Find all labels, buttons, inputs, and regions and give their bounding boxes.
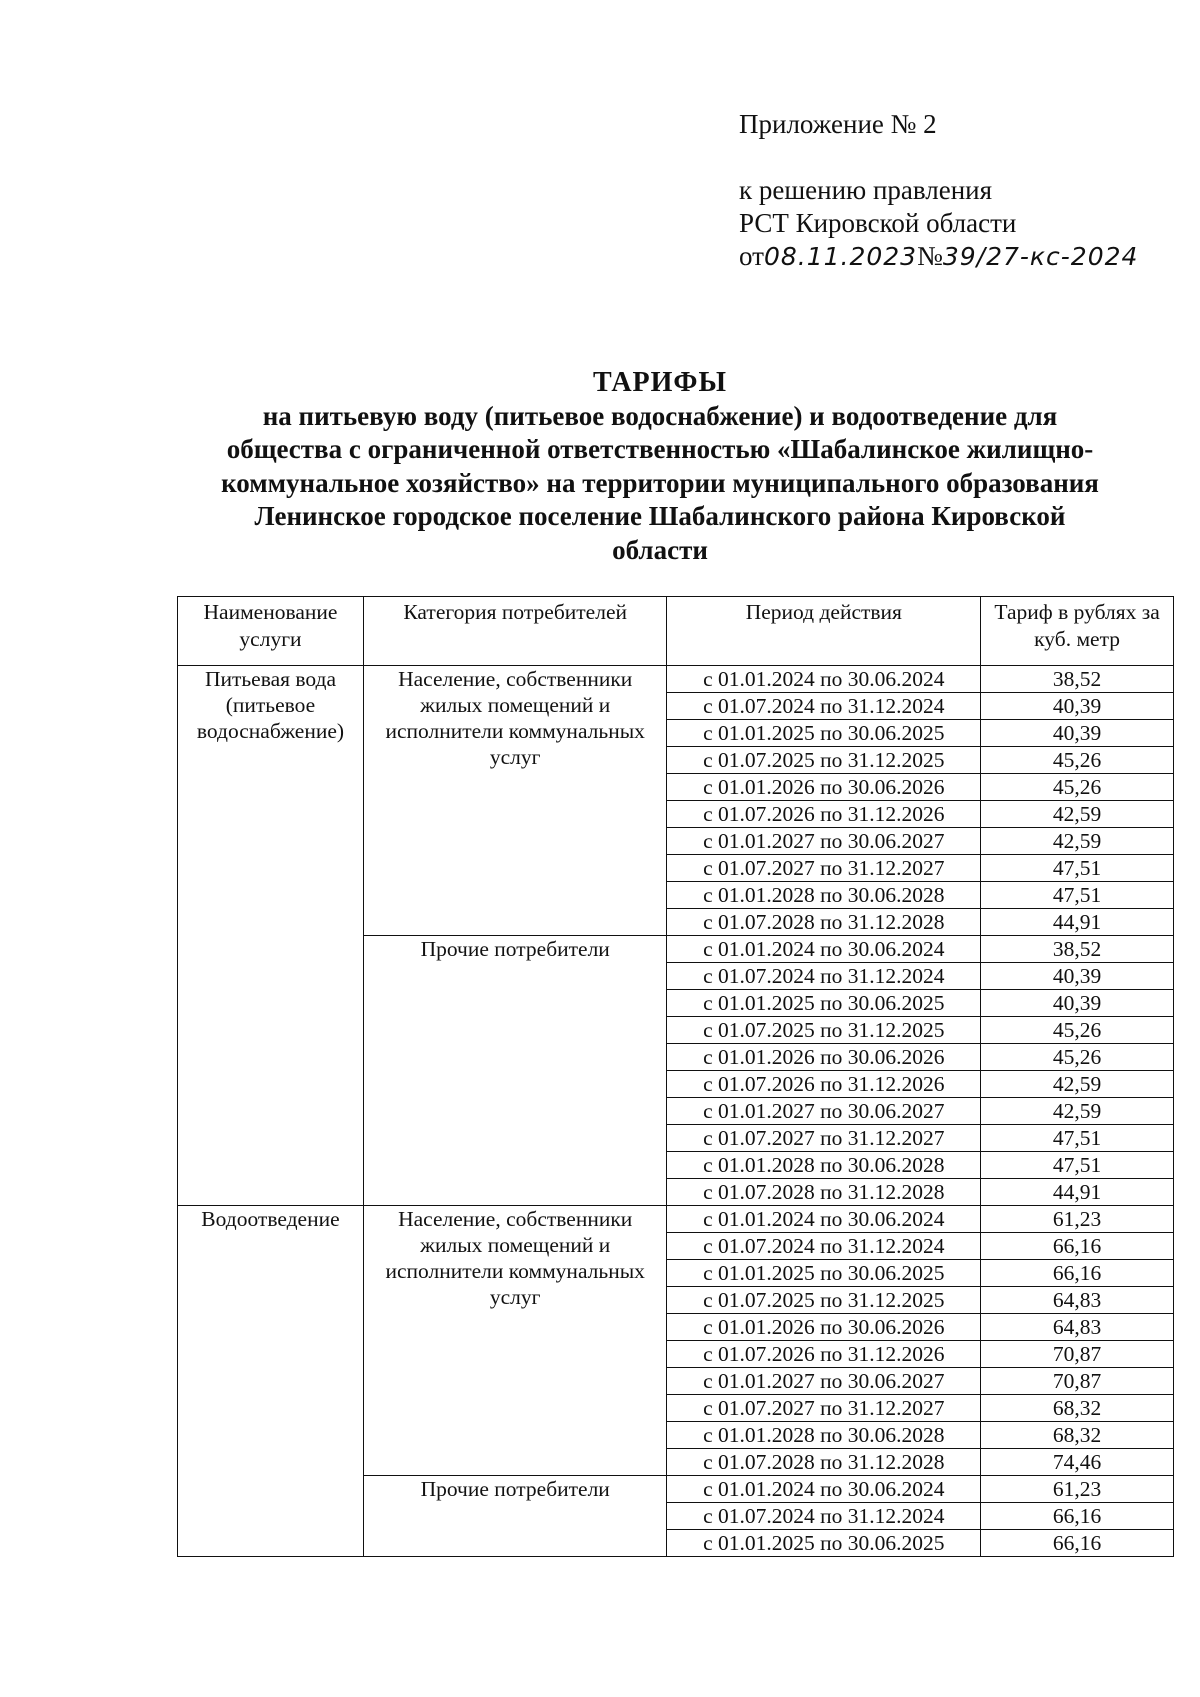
period-cell: с 01.01.2024 по 30.06.2024 (667, 1206, 981, 1233)
appendix-decision-line: к решению правления (739, 175, 993, 205)
period-cell: с 01.07.2024 по 31.12.2024 (667, 1503, 981, 1530)
title-line: коммунальное хозяйство» на территории муниципального образования (221, 467, 1099, 498)
consumer-category-cell: Население, собственники жилых помещений и исполнители коммунальных услуг (363, 1206, 666, 1476)
period-cell: с 01.01.2027 по 30.06.2027 (667, 828, 981, 855)
tariff-cell: 66,16 (981, 1503, 1174, 1530)
tariff-cell: 42,59 (981, 801, 1174, 828)
table-header-row (178, 597, 1174, 666)
period-cell: с 01.01.2027 по 30.06.2027 (667, 1098, 981, 1125)
period-cell: с 01.07.2028 по 31.12.2028 (667, 1179, 981, 1206)
service-name-cell: Питьевая вода (питьевое водоснабжение) (178, 666, 364, 1206)
period-cell: с 01.01.2028 по 30.06.2028 (667, 1422, 981, 1449)
header-category: Категория потребителей (363, 597, 666, 666)
tariff-cell: 66,16 (981, 1530, 1174, 1557)
period-cell: с 01.07.2026 по 31.12.2026 (667, 1071, 981, 1098)
tariff-table (177, 596, 1174, 1557)
document-title (170, 366, 1150, 567)
period-cell: с 01.01.2024 по 30.06.2024 (667, 666, 981, 693)
period-cell: с 01.01.2027 по 30.06.2027 (667, 1368, 981, 1395)
consumer-category-cell: Население, собственники жилых помещений и исполнители коммунальных услуг (363, 666, 666, 936)
period-cell: с 01.07.2025 по 31.12.2025 (667, 1017, 981, 1044)
period-cell: с 01.07.2028 по 31.12.2028 (667, 909, 981, 936)
header-tariff: Тариф в рублях за куб. метр (981, 597, 1174, 666)
header-service: Наименование услуги (178, 597, 364, 666)
number-prefix: № (917, 241, 943, 271)
tariff-cell: 47,51 (981, 1152, 1174, 1179)
table-body (178, 666, 1174, 1557)
period-cell: с 01.01.2024 по 30.06.2024 (667, 1476, 981, 1503)
period-cell: с 01.07.2026 по 31.12.2026 (667, 1341, 981, 1368)
period-cell: с 01.01.2025 по 30.06.2025 (667, 990, 981, 1017)
from-prefix: от (739, 241, 764, 271)
period-cell: с 01.07.2026 по 31.12.2026 (667, 801, 981, 828)
title-line: Ленинское городское поселение Шабалинского района Кировской (254, 501, 1066, 531)
tariff-cell: 68,32 (981, 1395, 1174, 1422)
tariff-cell: 44,91 (981, 1179, 1174, 1206)
tariff-cell: 44,91 (981, 909, 1174, 936)
tariff-cell: 40,39 (981, 720, 1174, 747)
period-cell: с 01.01.2026 по 30.06.2026 (667, 774, 981, 801)
period-cell: с 01.01.2028 по 30.06.2028 (667, 1152, 981, 1179)
tariff-cell: 61,23 (981, 1476, 1174, 1503)
table-row (178, 666, 1174, 693)
tariff-cell: 38,52 (981, 666, 1174, 693)
period-cell: с 01.01.2028 по 30.06.2028 (667, 882, 981, 909)
title-main: ТАРИФЫ (593, 367, 727, 398)
period-cell: с 01.01.2025 по 30.06.2025 (667, 720, 981, 747)
title-line: на питьевую воду (питьевое водоснабжение) и водоотведение для (262, 400, 1058, 431)
tariff-cell: 74,46 (981, 1449, 1174, 1476)
table-row (178, 1206, 1174, 1233)
period-cell: с 01.01.2026 по 30.06.2026 (667, 1314, 981, 1341)
period-cell: с 01.01.2025 по 30.06.2025 (667, 1530, 981, 1557)
tariff-cell: 64,83 (981, 1287, 1174, 1314)
period-cell: с 01.07.2027 по 31.12.2027 (667, 855, 981, 882)
tariff-cell: 70,87 (981, 1341, 1174, 1368)
appendix-authority-line: РСТ Кировской области (739, 208, 1017, 238)
tariff-cell: 42,59 (981, 1098, 1174, 1125)
tariff-cell: 47,51 (981, 882, 1174, 909)
service-name-cell: Водоотведение (178, 1206, 364, 1557)
period-cell: с 01.07.2024 по 31.12.2024 (667, 693, 981, 720)
handwritten-number: 39/27-кс-2024 (942, 242, 1139, 271)
appendix-date-number-line (739, 240, 1138, 273)
tariff-cell: 42,59 (981, 1071, 1174, 1098)
tariff-cell: 68,32 (981, 1422, 1174, 1449)
period-cell: с 01.07.2027 по 31.12.2027 (667, 1395, 981, 1422)
period-cell: с 01.07.2025 по 31.12.2025 (667, 747, 981, 774)
period-cell: с 01.07.2024 по 31.12.2024 (667, 963, 981, 990)
tariff-cell: 45,26 (981, 1044, 1174, 1071)
period-cell: с 01.07.2024 по 31.12.2024 (667, 1233, 981, 1260)
tariff-cell: 64,83 (981, 1314, 1174, 1341)
period-cell: с 01.07.2027 по 31.12.2027 (667, 1125, 981, 1152)
tariff-cell: 47,51 (981, 855, 1174, 882)
tariff-cell: 38,52 (981, 936, 1174, 963)
period-cell: с 01.01.2024 по 30.06.2024 (667, 936, 981, 963)
tariff-cell: 61,23 (981, 1206, 1174, 1233)
appendix-title: Приложение № 2 (739, 109, 937, 139)
period-cell: с 01.01.2026 по 30.06.2026 (667, 1044, 981, 1071)
tariff-cell: 42,59 (981, 828, 1174, 855)
consumer-category-cell: Прочие потребители (363, 936, 666, 1206)
tariff-cell: 40,39 (981, 990, 1174, 1017)
title-line: общества с ограниченной ответственностью «Шабалинское жилищно- (226, 434, 1094, 464)
tariff-cell: 45,26 (981, 747, 1174, 774)
appendix-block (739, 108, 1138, 273)
tariff-cell: 40,39 (981, 963, 1174, 990)
tariff-cell: 66,16 (981, 1260, 1174, 1287)
tariff-cell: 47,51 (981, 1125, 1174, 1152)
tariff-cell: 45,26 (981, 774, 1174, 801)
tariff-cell: 70,87 (981, 1368, 1174, 1395)
period-cell: с 01.07.2025 по 31.12.2025 (667, 1287, 981, 1314)
header-period: Период действия (667, 597, 981, 666)
tariff-cell: 66,16 (981, 1233, 1174, 1260)
period-cell: с 01.07.2028 по 31.12.2028 (667, 1449, 981, 1476)
tariff-cell: 45,26 (981, 1017, 1174, 1044)
period-cell: с 01.01.2025 по 30.06.2025 (667, 1260, 981, 1287)
tariff-cell: 40,39 (981, 693, 1174, 720)
title-line: области (612, 534, 708, 565)
consumer-category-cell: Прочие потребители (363, 1476, 666, 1557)
handwritten-date: 08.11.2023 (763, 242, 918, 271)
